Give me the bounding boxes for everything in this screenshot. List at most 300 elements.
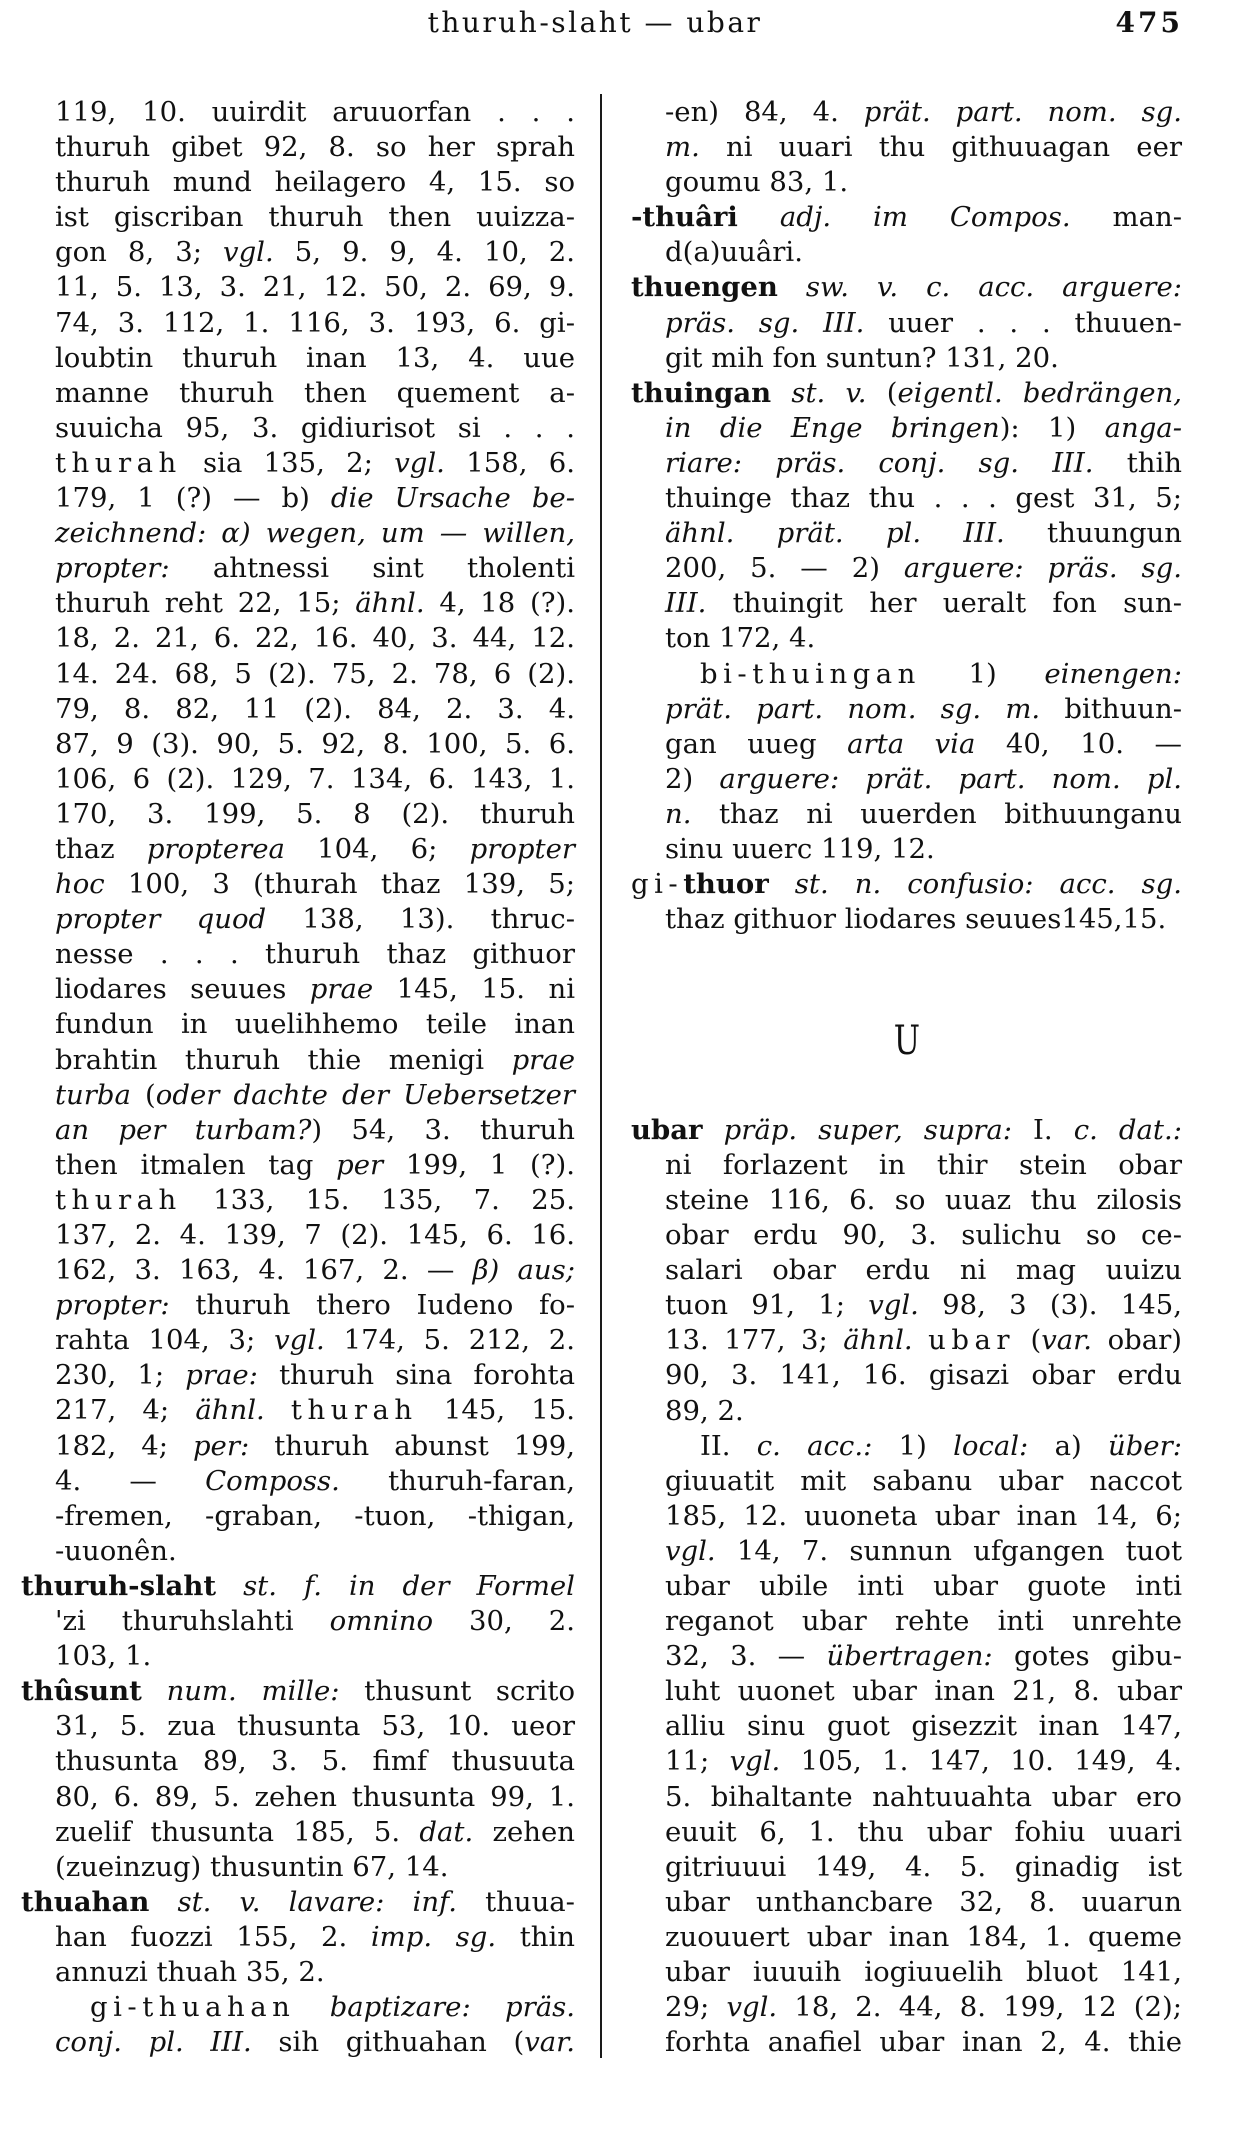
text-run: thuungun [1004,517,1182,550]
text-line [631,1885,1182,1920]
text-line [21,551,575,586]
text-line [631,1639,1182,1674]
italic-text: die Ursache be- [330,482,576,515]
text-run: ( [1015,1324,1042,1357]
subentry-line [631,1429,1182,1464]
text-run: sinu uuerc 119, 12. [665,832,935,865]
text-run [778,271,806,303]
text-run: 145, 15. [417,1394,575,1427]
italic-text: sw. v. c. acc. arguere: [805,271,1182,304]
text-run: thin [496,1920,575,1953]
text-run: ahtnessi sint tholenti [169,552,575,585]
text-run: 5, 9. 9, 4. 10, 2. [273,236,575,269]
text-run: ): 1) [999,411,1105,444]
italic-text: ähnl. [355,587,425,620]
headword: thuingan [631,376,772,409]
text-run: zuelif thusunta 185, 5. [55,1815,420,1848]
text-line [21,1534,575,1569]
italic-text: propter: [55,1289,170,1322]
text-line [21,341,575,376]
entry-head-line [631,867,1182,902]
italic-text: turba [55,1078,131,1111]
text-line [631,1955,1182,1990]
italic-text: per [336,1148,384,1181]
text-run: 80, 6. 89, 5. zehen thusunta 99, 1. [55,1780,575,1813]
italic-text: num. mille: [166,1675,340,1708]
text-run: 1) [920,657,1045,690]
text-line [631,692,1182,727]
text-line [631,727,1182,762]
text-run: giuuatit mit sabanu ubar naccot [665,1464,1182,1497]
headword: thûsunt [21,1675,142,1708]
text-line [21,1183,575,1218]
text-line [631,481,1182,516]
text-run: loubtin thuruh inan 13, 4. uue [55,341,575,374]
spaced-text: thurah [55,446,182,479]
text-line [631,1815,1182,1850]
text-run: d(a)uuâri. [665,236,803,269]
text-line [631,1920,1182,1955]
text-run: git mih fon suntun? 131, 20. [665,341,1059,374]
headword: -thuâri [631,201,738,234]
text-line [631,1464,1182,1499]
text-run: 104, 6; [284,832,470,865]
text-run: gan uueg [665,727,848,760]
text-line [21,1709,575,1744]
text-run: goumu 83, 1. [665,166,849,199]
text-run: thaz ni uuerden bithuunganu [691,797,1182,830]
text-line [21,832,575,867]
text-line [21,902,575,937]
text-line [631,797,1182,832]
text-run: 74, 3. 112, 1. 116, 3. 193, 6. gi- [55,306,575,339]
text-line [21,1148,575,1183]
text-run [265,1394,291,1426]
text-line [21,1815,575,1850]
headword: thuruh-slaht [21,1569,217,1602]
text-line [21,1358,575,1393]
text-line [631,306,1182,341]
text-line [21,692,575,727]
italic-text: vgl. [223,236,274,269]
text-line [631,411,1182,446]
text-line [21,1007,575,1042]
text-run: thuruh reht 22, 15; [55,587,356,620]
text-run: gon 8, 3; [55,236,224,269]
italic-text: dat. [419,1815,474,1848]
italic-text: III. [665,587,707,620]
text-run: thuruh abunst 199, [249,1429,575,1462]
italic-text: st. v. lavare: inf. [177,1885,457,1918]
text-run: thuruh gibet 92, 8. so her sprah [55,131,575,164]
left-column [21,95,575,2060]
headword: thuor [683,868,769,901]
text-run: ( [130,1078,156,1111]
text-run: man- [1070,201,1183,234]
text-line [21,762,575,797]
italic-text: prät. part. nom. sg. m. [665,692,1041,725]
italic-text: an per turbam? [55,1113,312,1146]
text-run: 18, 2. 21, 6. 22, 16. 40, 3. 44, 12. [55,622,575,655]
text-run: 158, 6. [444,446,576,479]
text-run: annuzi thuah 35, 2. [55,1955,325,1988]
text-run: I. [1012,1113,1074,1146]
text-run: forhta anafiel ubar inan 2, 4. thie [665,2026,1182,2059]
text-line [631,1709,1182,1744]
italic-text: einengen: [1044,657,1182,690]
text-line [631,1218,1182,1253]
italic-text: eigentl. bedrängen, [897,376,1182,409]
entry-head-line [631,270,1182,305]
text-line [21,1499,575,1534]
text-run: sia 135, 2; [181,446,395,479]
text-run: 29; [665,1991,727,2024]
text-run: 11; [665,1745,730,1778]
headword: thuahan [21,1885,150,1918]
text-line [631,1674,1182,1709]
text-run [149,1886,177,1918]
text-line [631,762,1182,797]
text-run: 79, 8. 82, 11 (2). 84, 2. 3. 4. [55,692,575,725]
italic-text: conj. pl. III. [55,2026,252,2059]
text-line [631,1253,1182,1288]
text-line [631,1990,1182,2025]
text-run: thusunt scrito [339,1675,575,1708]
text-line [631,1850,1182,1885]
text-run: ) 54, 3. thuruh [311,1113,576,1146]
text-run [769,868,795,900]
text-run: 'zi thuruhslahti [55,1605,330,1638]
text-run: 185, 12. uuoneta ubar inan 14, 6; [665,1499,1182,1532]
text-line [21,1744,575,1779]
text-run: 89, 2. [665,1394,744,1427]
text-run: zuouuert ubar inan 184, 1. queme [665,1920,1182,1953]
text-line [21,1780,575,1815]
text-run [913,1324,929,1356]
text-run: 145, 15. ni [373,973,575,1006]
text-line [21,130,575,165]
text-line [631,235,1182,270]
text-run: thuruh sina forohta [257,1359,575,1392]
right-column [631,95,1182,2060]
text-line [21,657,575,692]
text-run: liodares seuues [55,973,310,1006]
italic-text: hoc [55,868,105,901]
text-run: thuinge thaz thu . . . gest 31, 5; [665,482,1182,515]
italic-text: prae [309,973,374,1006]
text-run [738,201,780,233]
italic-text: Composs. [205,1464,340,1497]
text-run: thuruh-faran, [339,1464,575,1497]
text-run: rahta 104, 3; [55,1324,275,1357]
italic-text: präs. sg. III. [665,306,865,339]
italic-text: präp. super, supra: [723,1113,1012,1146]
text-run: obar erdu 90, 3. sulichu so ce- [665,1219,1182,1252]
text-line [21,1429,575,1464]
text-run: ubar ubile inti ubar guote inti [665,1569,1182,1602]
spaced-text: ubar [928,1324,1015,1357]
italic-text: propter: [55,552,170,585]
text-line [21,1113,575,1148]
text-line [631,2025,1182,2060]
text-run: steine 116, 6. so uuaz thu zilosis [665,1183,1182,1216]
text-run [703,1114,724,1146]
text-run: 11, 5. 13, 3. 21, 12. 50, 2. 69, 9. [55,271,575,304]
text-line [21,1604,575,1639]
text-line [631,1780,1182,1815]
italic-text: m. [665,131,700,164]
text-line [21,1920,575,1955]
text-line [21,1218,575,1253]
text-line [21,1323,575,1358]
italic-text: riare: präs. conj. sg. III. [665,446,1094,479]
text-run: 133, 15. 135, 7. 25. [181,1183,575,1216]
text-line [21,1464,575,1499]
italic-text: prae: [185,1359,258,1392]
text-run: a) [1028,1429,1108,1462]
entry-head-line [21,1674,575,1709]
italic-text: propter quod [55,903,267,936]
text-run: 18, 2. 44, 8. 199, 12 (2); [777,1991,1182,2024]
italic-text: var. [524,2026,575,2059]
text-run: 200, 5. — 2) [665,552,904,585]
italic-text: zeichnend: α) wegen, um — willen, [55,517,575,550]
text-run: uuer . . . thuuen- [864,306,1182,339]
spaced-text: gi- [631,868,684,901]
text-run: 2) [665,762,720,795]
entry-head-line [21,1569,575,1604]
text-run: ni uuari thu githuuagan eer [699,131,1182,164]
text-run: 137, 2. 4. 139, 7 (2). 145, 6. 16. [55,1219,575,1251]
text-run: 30, 2. [433,1605,575,1638]
text-line [21,306,575,341]
text-run: 4. — [55,1464,206,1497]
text-run: luht uuonet ubar inan 21, 8. ubar [665,1675,1182,1708]
text-run: 40, 10. — [975,727,1182,760]
text-run: 98, 3 (3). 145, [918,1289,1183,1322]
text-run: thuruh mund heilagero 4, 15. so [55,166,575,199]
italic-text: adj. im Compos. [779,201,1071,234]
text-line [631,832,1182,867]
column-divider [600,94,602,2058]
text-line [21,1043,575,1078]
text-run: 87, 9 (3). 90, 5. 92, 8. 100, 5. 6. [55,727,575,760]
text-line [631,1323,1182,1358]
text-line [631,516,1182,551]
text-run: 179, 1 (?) — b) [55,482,331,515]
text-run [142,1675,167,1707]
text-run: 5. bihaltante nahtuuahta ubar ero [665,1780,1182,1813]
italic-text: prae [511,1043,575,1076]
text-line [21,516,575,551]
text-line [21,1253,575,1288]
text-run: thuingit her ueralt fon sun- [706,587,1182,620]
text-line [631,1534,1182,1569]
spaced-text: thurah [290,1394,418,1427]
headword: thuengen [631,271,778,304]
italic-text: imp. sg. [370,1920,497,1953]
italic-text: prät. part. nom. sg. [863,96,1182,128]
text-line [21,797,575,832]
text-line [631,341,1182,376]
text-run: euuit 6, 1. thu ubar fohiu uuari [665,1815,1182,1848]
text-run: 14, 7. sunnun ufgangen tuot [715,1534,1182,1567]
text-run: 14. 24. 68, 5 (2). 75, 2. 78, 6 (2). [55,657,575,690]
running-title: thuruh-slaht — ubar [427,6,763,39]
text-run: 32, 3. — [665,1640,827,1673]
italic-text: n. [665,797,692,830]
text-run: 162, 3. 163, 4. 167, 2. — [55,1254,473,1287]
text-run: 106, 6 (2). 129, 7. 134, 6. 143, 1. [55,762,575,795]
text-line [631,1604,1182,1639]
text-line [21,937,575,972]
text-line [21,411,575,446]
text-run: suuicha 95, 3. gidiurisot si . . . [55,411,575,444]
text-run: 103, 1. [55,1640,152,1673]
text-run: nesse . . . thuruh thaz githuor [55,938,575,971]
text-run: 182, 4; [55,1429,193,1462]
section-heading [631,937,1182,1113]
text-run [216,1570,243,1602]
text-line [21,1850,575,1885]
text-run: 138, 13). thruc- [266,903,575,936]
italic-text: vgl. [726,1991,778,2024]
italic-text: ähnl. [195,1394,265,1427]
text-run: thuruh thero Iudeno fo- [169,1289,575,1322]
text-run: thaz [55,832,147,865]
text-run: ist giscriban thuruh then uuizza- [55,201,575,234]
text-line [21,446,575,481]
text-line [21,621,575,656]
text-run: thuua- [456,1885,575,1918]
entry-head-line [631,200,1182,235]
text-run: tuon 91, 1; [665,1289,869,1322]
text-run: (zueinzug) thusuntin 67, 14. [55,1850,449,1883]
entry-head-line [631,376,1182,411]
text-line [21,727,575,762]
text-run: thaz githuor liodares seuues145,15. [665,903,1167,936]
text-line [631,586,1182,621]
text-run: II. [700,1429,757,1462]
page-number: 475 [1115,6,1183,39]
text-run: ubar unthancbare 32, 8. uuarun [665,1885,1182,1918]
section-letter: U [893,1018,920,1065]
italic-text: per: [192,1429,250,1462]
entry-head-line [21,1885,575,1920]
text-line [21,1639,575,1674]
text-run: -uuonên. [55,1534,177,1567]
italic-text: st. f. in der Formel [243,1569,575,1602]
text-line [21,200,575,235]
text-line [21,95,575,130]
text-run: 174, 5. 212, 2. [324,1324,575,1357]
text-line [21,867,575,902]
text-line [21,1288,575,1323]
italic-text: baptizare: präs. [329,1991,575,2024]
text-line [21,972,575,1007]
text-line [631,95,1182,130]
italic-text: vgl. [274,1324,325,1357]
text-line [631,902,1182,937]
italic-text: st. v. [791,376,867,409]
italic-text: propter [469,832,575,865]
italic-text: anga- [1104,411,1182,444]
text-run: 199, 1 (?). [383,1148,575,1181]
headword: ubar [631,1113,703,1146]
text-line [631,1288,1182,1323]
text-line [631,130,1182,165]
text-run: 100, 3 (thurah thaz 139, 5; [104,868,575,901]
text-run: ni forlazent in thir stein obar [665,1148,1182,1181]
text-run: zehen [473,1815,575,1848]
text-line [21,235,575,270]
italic-text: ähnl. [843,1324,913,1357]
italic-text: ähnl. prät. pl. III. [665,517,1005,550]
italic-text: arguere: prät. part. nom. pl. [719,762,1183,795]
text-run: 13. 177, 3; [665,1324,844,1357]
italic-text: c. acc.: [756,1429,873,1462]
spaced-text: gi-thuahan [90,1991,296,2024]
text-run: brahtin thuruh thie menigi [55,1043,512,1076]
text-line [631,1569,1182,1604]
italic-text: var. [1041,1324,1093,1357]
text-line [21,376,575,411]
text-line [631,621,1182,656]
subentry-line [631,657,1182,692]
italic-text: vgl. [729,1745,781,1778]
text-run: sih githuahan ( [251,2026,525,2059]
text-run: -fremen, -graban, -tuon, -thigan, [55,1499,575,1532]
italic-text: arguere: präs. sg. [903,552,1182,585]
text-run: han fuozzi 155, 2. [55,1920,371,1953]
subentry-line [21,1990,575,2025]
text-line [631,1744,1182,1779]
text-run: ton 172, 4. [665,622,816,655]
text-line [21,165,575,200]
text-run: alliu sinu guot gisezzit inan 147, [665,1710,1182,1743]
text-run: manne thuruh then quement a- [55,376,575,409]
text-line [21,270,575,305]
italic-text: oder dachte der Uebersetzer [155,1078,575,1111]
text-run: bithuun- [1040,692,1183,725]
text-run [295,1991,329,2023]
text-line [21,481,575,516]
italic-text: arta via [847,727,976,760]
text-run: 90, 3. 141, 16. gisazi obar erdu [665,1359,1182,1392]
text-run: gotes gibu- [992,1640,1182,1673]
text-run: 119, 10. uuirdit aruuorfan . . . [55,96,575,128]
text-run: thusunta 89, 3. 5. fimf thusuuta [55,1745,575,1778]
text-run: ( [866,376,898,409]
text-run: ubar iuuuih iogiuuelih bluot 141, [665,1956,1182,1988]
text-line [21,1955,575,1990]
text-line [21,2025,575,2060]
text-line [21,1393,575,1428]
text-run: fundun in uuelihhemo teile inan [55,1008,575,1041]
text-run: obar) [1092,1324,1183,1357]
text-line [631,1394,1182,1429]
text-run: salari obar erdu ni mag uuizu [665,1254,1182,1287]
spaced-text: thurah [55,1183,182,1216]
spaced-text: bi-thuingan [700,657,921,690]
text-run: thih [1093,446,1182,479]
text-line [21,586,575,621]
italic-text: β) aus; [472,1254,575,1287]
italic-text: c. dat.: [1073,1113,1182,1146]
italic-text: übertragen: [826,1640,993,1673]
text-line [631,1358,1182,1393]
text-run: then itmalen tag [55,1148,337,1181]
